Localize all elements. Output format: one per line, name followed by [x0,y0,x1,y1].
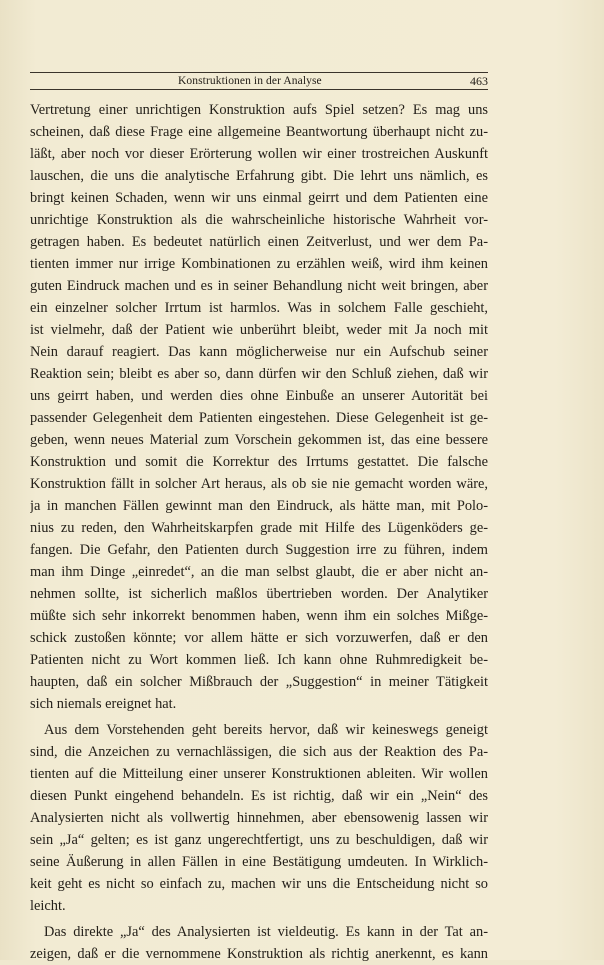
running-title: Konstruktionen in der Analyse [178,75,322,87]
text-line: man ihm Dinge „einredet“, an die man selbst glaubt, die er aber nicht an- [30,564,488,580]
text-line: Konstruktion und somit die Korrektur des Irrtums gestattet. Die falsche [30,454,488,470]
text-line: Reaktion sein; bleibt es aber so, dann dürfen wir den Schluß ziehen, daß wir [30,366,488,382]
running-header [30,70,488,88]
text-line: keit geht es nicht so einfach zu, machen wir uns die Entscheidung nicht so [30,876,488,892]
text-line: fangen. Die Gefahr, den Patienten durch Suggestion irre zu führen, indem [30,542,488,558]
body-text [30,99,488,965]
text-line: Patienten nicht zu Wort kommen ließ. Ich kann ohne Ruhmredigkeit be- [30,652,488,668]
text-line: sich niemals ereignet hat. [30,696,177,712]
text-line: Konstruktion fällt in solcher Art heraus, als ob sie nie gemacht worden wäre, [30,476,488,492]
text-line: tienten auf die Mitteilung einer unserer Konstruktionen ableiten. Wir wollen [30,766,488,782]
paragraph-2 [30,719,488,917]
text-line: läßt, aber noch vor dieser Erörterung wollen wir einer trostreichen Auskunft [30,146,488,162]
text-line: schick zustoßen könnte; vor allem hätte er sich vorzuwerfen, daß er den [30,630,488,646]
text-line: Das direkte „Ja“ des Analysierten ist vieldeutig. Es kann in der Tat an- [44,924,488,940]
text-line: getragen haben. Es bedeutet natürlich einen Zeitverlust, und wer dem Pa- [30,234,488,250]
paragraph-3 [30,921,488,965]
text-line: diesen Punkt eingehend behandeln. Es ist richtig, daß wir ein „Nein“ des [30,788,488,804]
text-line: unrichtige Konstruktion als die wahrscheinliche historische Wahrheit vor- [30,212,488,228]
text-line: bringt keinen Schaden, wenn wir uns einmal geirrt und dem Patienten eine [30,190,488,206]
text-line: scheinen, daß diese Frage eine allgemeine Beantwortung überhaupt nicht zu- [30,124,488,140]
text-line: Vertretung einer unrichtigen Konstruktion aufs Spiel setzen? Es mag uns [30,102,488,118]
paragraph-1 [30,99,488,715]
header-rule-top [30,72,488,73]
text-line: ja in manchen Fällen gewinnt man den Eindruck, als hätte man, mit Polo- [30,498,488,514]
text-line: müßte sich sehr inkorrekt benommen haben, wenn ihm ein solches Mißge- [30,608,488,624]
text-line: zeigen, daß er die vernommene Konstruktion als richtig anerkennt, es kann [30,946,488,962]
text-line: guten Eindruck machen und es in seiner Behandlung nicht weit bringen, aber [30,278,488,294]
text-line: uns geirrt haben, und werden dies ohne Einbuße an unserer Autorität bei [30,388,488,404]
text-line: Aus dem Vorstehenden geht bereits hervor, daß wir keineswegs geneigt [44,722,488,738]
text-line: sein „Ja“ gelten; es ist ganz ungerechtfertigt, uns zu beschuldigen, daß wir [30,832,488,848]
text-line: lauschen, die uns die analytische Erfahrung gibt. Die lehrt uns nämlich, es [30,168,488,184]
page-number: 463 [470,74,488,88]
text-line: passender Gelegenheit dem Patienten eingestehen. Diese Gelegenheit ist ge- [30,410,488,426]
text-line: sind, die Anzeichen zu vernachlässigen, die sich aus der Reaktion des Pa- [30,744,488,760]
text-line: geben, wenn neues Material zum Vorschein gekommen ist, das eine bessere [30,432,488,448]
text-line: haupten, daß ein solcher Mißbrauch der „Suggestion“ in meiner Tätigkeit [30,674,488,690]
text-line: nehmen sollte, ist sicherlich maßlos übertrieben worden. Der Analytiker [30,586,488,602]
text-line: Nein darauf reagiert. Das kann möglicherweise nur ein Aufschub seiner [30,344,488,360]
text-line: ist vielmehr, daß der Patient wie unberührt bleibt, weder mit Ja noch mit [30,322,488,338]
text-line: leicht. [30,898,66,914]
header-rule-bottom [30,89,488,90]
text-line: ein einzelner solcher Irrtum ist harmlos. Was in solchem Falle geschieht, [30,300,488,316]
text-line: tienten immer nur irrige Kombinationen zu erzählen weiß, wird ihm keinen [30,256,488,272]
text-line: seine Äußerung in allen Fällen in eine Bestätigung umdeuten. In Wirklich- [30,854,488,870]
text-line: Analysierten nicht als vollwertig hinnehmen, aber ebensowenig lassen wir [30,810,488,826]
text-line: nius zu reden, den Wahrheitskarpfen grade mit Hilfe des Lügenköders ge- [30,520,488,536]
